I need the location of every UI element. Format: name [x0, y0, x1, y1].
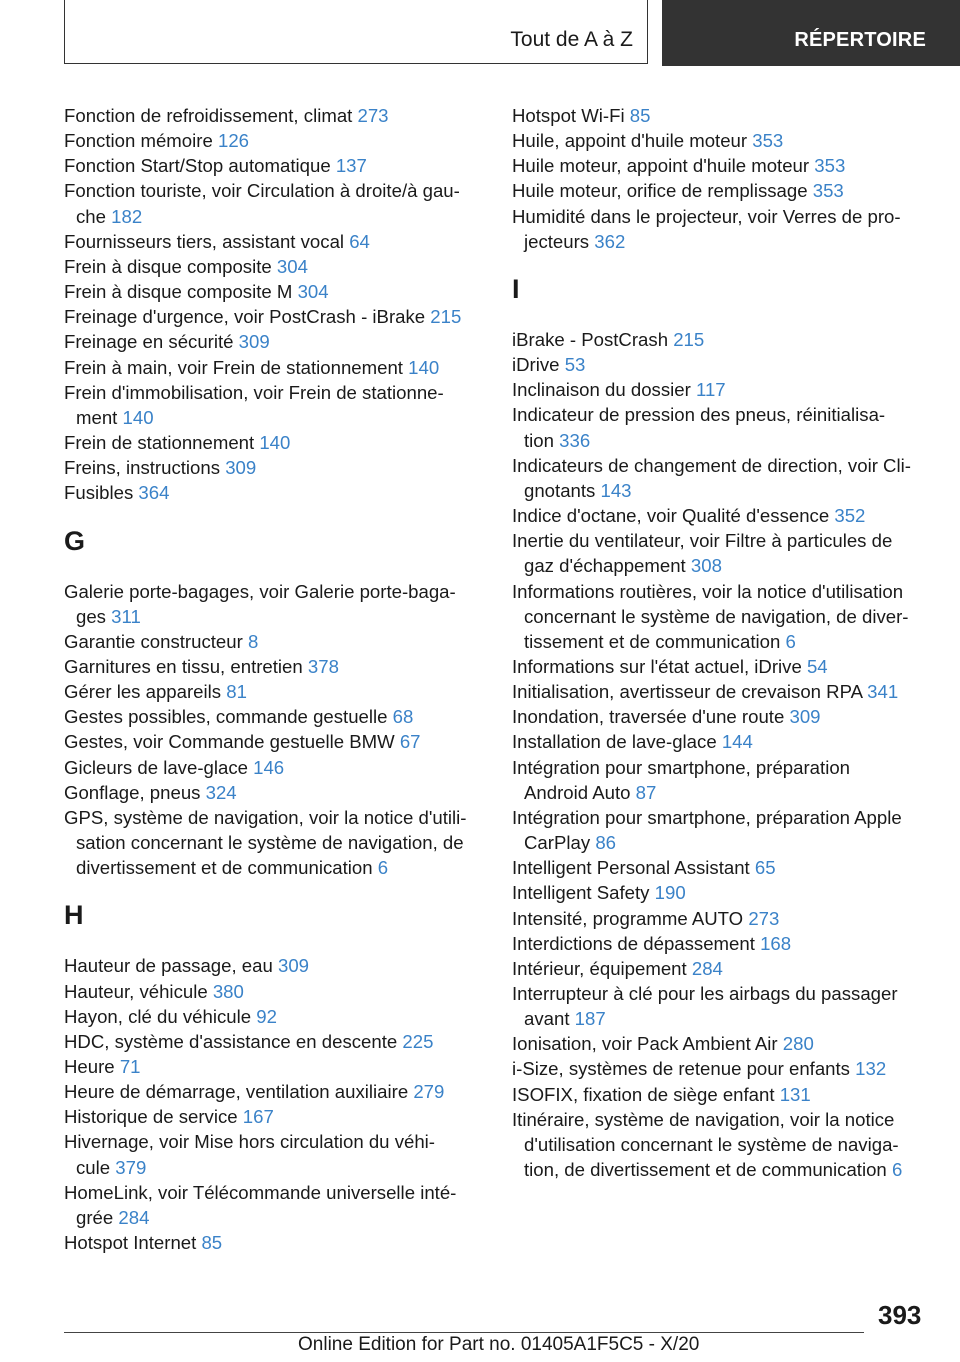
index-column-right: [512, 103, 932, 1182]
index-entry-text: avant: [524, 1008, 575, 1030]
page-reference-link[interactable]: 190: [654, 882, 686, 904]
page-reference-link[interactable]: 352: [834, 505, 866, 527]
index-entry-text: Garantie constructeur: [64, 630, 248, 652]
index-entry-text: Intégration pour smartphone, préparation Apple: [512, 806, 902, 828]
footer-edition-text: Online Edition for Part no. 01405A1F5C5 - X/20: [298, 1334, 700, 1355]
page-reference-link[interactable]: 140: [122, 406, 154, 428]
index-entry: [64, 953, 484, 978]
index-entry: [64, 153, 484, 178]
index-entry: [64, 1054, 484, 1079]
index-entry-text: Huile, appoint d'huile moteur: [512, 130, 753, 152]
index-entry: [64, 279, 484, 304]
page-reference-link[interactable]: 284: [691, 957, 723, 979]
index-entry-text: Hotspot Wi-Fi: [512, 105, 630, 126]
index-entry: [64, 1004, 484, 1029]
tab-repertoire[interactable]: [662, 0, 960, 66]
index-entry: [64, 1079, 484, 1104]
index-entry-text: CarPlay: [524, 832, 596, 854]
page-reference-link[interactable]: 64: [349, 230, 370, 252]
index-entry-text: Freinage d'urgence, voir PostCrash - iBrake: [64, 306, 431, 328]
index-entry: [512, 204, 932, 254]
index-entry-text: Fonction de refroidissement, climat: [64, 105, 358, 126]
index-letter-heading: G: [64, 525, 86, 556]
index-entry: [64, 128, 484, 153]
index-entry: [64, 254, 484, 279]
index-entry-text: Gonflage, pneus: [64, 781, 206, 803]
index-entry: [512, 103, 932, 128]
index-letter-heading: H: [64, 900, 84, 931]
page-reference-link[interactable]: 309: [238, 331, 270, 353]
index-entry: [64, 579, 484, 629]
index-entry: [512, 729, 932, 754]
page-reference-link[interactable]: 324: [205, 781, 237, 803]
index-entry: [64, 679, 484, 704]
page-reference-link[interactable]: 81: [226, 681, 247, 703]
index-entry: [512, 1107, 932, 1182]
tab-repertoire-label: RÉPERTOIRE: [794, 29, 926, 51]
index-entry-text: Fonction mémoire: [64, 130, 218, 152]
page-reference-link[interactable]: 146: [253, 756, 285, 778]
page-reference-link[interactable]: 280: [782, 1033, 814, 1055]
index-entry-text: Intégration pour smartphone, préparation: [512, 756, 851, 778]
page-reference-link[interactable]: 380: [212, 980, 244, 1002]
page-reference-link[interactable]: 187: [574, 1008, 606, 1030]
index-entry-text: Frein à disque composite M: [64, 281, 298, 303]
page-reference-link[interactable]: 86: [595, 832, 616, 854]
index-entry: [64, 103, 484, 128]
index-entry-text: HDC, système d'assistance en descente: [64, 1030, 403, 1052]
index-entry: [512, 906, 932, 931]
index-entry: [512, 402, 932, 452]
index-entry-text: Informations sur l'état actuel, iDrive: [512, 655, 807, 677]
index-entry-text: ges: [76, 605, 112, 627]
page-number: 393: [878, 1300, 922, 1330]
index-entry-text: Hauteur, véhicule: [64, 980, 213, 1002]
page-reference-link[interactable]: 378: [307, 655, 339, 677]
index-entry-text: jecteurs: [524, 230, 595, 252]
tab-tout-de-a-a-z-label: Tout de A à Z: [510, 28, 633, 51]
index-entry-text: Gérer les appareils: [64, 681, 227, 703]
page-reference-link[interactable]: 67: [399, 731, 421, 753]
index-entry-text: Historique de service: [64, 1106, 243, 1128]
page-reference-link[interactable]: 215: [430, 306, 462, 328]
page-reference-link[interactable]: 143: [600, 479, 632, 501]
page-reference-link[interactable]: 353: [814, 155, 846, 177]
index-entry-text: Hauteur de passage, eau: [64, 955, 278, 977]
page-reference-link[interactable]: 117: [695, 379, 726, 401]
index-entry: [512, 981, 932, 1031]
page-reference-link[interactable]: 167: [242, 1106, 274, 1128]
index-entry: [64, 1104, 484, 1129]
page-reference-link[interactable]: 273: [357, 105, 389, 126]
index-entry-text: Indice d'octane, voir Qualité d'essence: [512, 505, 835, 527]
index-entry: [512, 128, 932, 153]
index-entry: [512, 1031, 932, 1056]
page-reference-link[interactable]: 87: [635, 781, 657, 803]
index-entry-text: Ionisation, voir Pack Ambient Air: [512, 1033, 783, 1055]
index-entry-text: grée: [76, 1206, 119, 1228]
page-reference-link[interactable]: 68: [392, 706, 414, 728]
index-entry: [512, 153, 932, 178]
index-entry-text: Interdictions de dépassement: [512, 932, 761, 954]
index-entry: [64, 1180, 484, 1230]
page-reference-link[interactable]: 311: [111, 605, 141, 627]
page-reference-link[interactable]: 308: [690, 555, 722, 577]
index-entry-text: Inondation, traversée d'une route: [512, 706, 790, 728]
index-entry-text: Fusibles: [64, 482, 139, 504]
index-entry: [64, 380, 484, 430]
page-reference-link[interactable]: 85: [629, 105, 651, 126]
index-entry: [512, 579, 932, 654]
index-entry: [512, 352, 932, 377]
index-entry-text: Fonction touriste, voir Circulation à droite/à gau-: [64, 180, 460, 202]
page-reference-link[interactable]: 140: [408, 356, 440, 378]
index-entry: [512, 178, 932, 203]
page-reference-link[interactable]: 6: [377, 857, 389, 879]
index-entry: [512, 654, 932, 679]
index-entry: [512, 931, 932, 956]
index-column-left: [64, 103, 484, 1255]
index-entry: [64, 480, 484, 505]
index-entry: [512, 880, 932, 905]
index-entry-text: iDrive: [512, 354, 565, 376]
index-entry: [64, 430, 484, 455]
index-entry-text: Fonction Start/Stop automatique: [64, 155, 336, 177]
index-entry: [64, 229, 484, 254]
index-entry: [64, 805, 484, 880]
index-entry: [512, 503, 932, 528]
index-entry-text: Informations routières, voir la notice d'utilisation: [512, 580, 904, 602]
page-reference-link[interactable]: 225: [402, 1030, 434, 1052]
index-entry-text: gnotants: [524, 479, 601, 501]
index-entry-text: Freins, instructions: [64, 457, 226, 479]
index-entry: [64, 455, 484, 480]
index-entry-text: Hayon, clé du véhicule: [64, 1005, 257, 1027]
index-entry: [64, 1029, 484, 1054]
index-entry-text: d'utilisation concernant le système de naviga-: [524, 1133, 899, 1155]
page-reference-link[interactable]: 53: [564, 354, 586, 376]
index-entry: [512, 679, 932, 704]
index-entry: [512, 528, 932, 578]
page-reference-link[interactable]: 65: [754, 857, 776, 879]
index-entry: [512, 855, 932, 880]
index-entry: [64, 729, 484, 754]
page-reference-link[interactable]: 353: [812, 180, 844, 202]
index-entry-text: cule: [76, 1156, 116, 1178]
index-entry: [512, 1056, 932, 1081]
page-reference-link[interactable]: 182: [111, 205, 143, 227]
index-entry-text: Heure: [64, 1056, 120, 1077]
page-reference-link[interactable]: 6: [785, 630, 796, 652]
index-entry-text: Heure de démarrage, ventilation auxiliaire: [64, 1081, 414, 1103]
index-entry-text: Frein d'immobilisation, voir Frein de stationne-: [64, 381, 444, 403]
page-reference-link[interactable]: 284: [118, 1206, 150, 1228]
index-entry: [64, 654, 484, 679]
index-entry-text: Humidité dans le projecteur, voir Verres de pro-: [512, 205, 901, 227]
page-reference-link[interactable]: 309: [277, 955, 310, 977]
index-entry-text: Frein à disque composite: [64, 255, 277, 277]
index-entry: [64, 1129, 484, 1179]
index-entry: [64, 178, 484, 228]
index-entry-text: che: [76, 205, 112, 227]
index-entry-text: Gestes possibles, commande gestuelle: [64, 706, 393, 728]
index-entry: [64, 629, 484, 654]
index-entry-text: Freinage en sécurité: [64, 331, 239, 353]
index-entry-text: Android Auto: [524, 781, 636, 803]
index-entry-text: tion: [524, 429, 560, 451]
index-entry-text: Huile moteur, orifice de remplissage: [512, 180, 813, 202]
index-entry: [64, 979, 484, 1004]
index-letter-heading: I: [512, 273, 520, 304]
index-entry: [64, 1230, 484, 1255]
page-reference-link[interactable]: 85: [201, 1232, 223, 1254]
index-entry-text: Indicateur de pression des pneus, réinitialisa-: [512, 404, 886, 426]
page-reference-link[interactable]: 279: [413, 1081, 445, 1103]
page-reference-link[interactable]: 71: [119, 1056, 141, 1077]
index-entry: [64, 780, 484, 805]
index-entry-text: Itinéraire, système de navigation, voir la notice: [512, 1108, 895, 1130]
index-entry: [64, 755, 484, 780]
page-reference-link[interactable]: 273: [748, 907, 780, 929]
index-entry: [64, 329, 484, 354]
page-reference-link[interactable]: 132: [855, 1058, 887, 1080]
index-entry-text: HomeLink, voir Télécommande universelle inté-: [64, 1181, 457, 1203]
index-entry-text: ISOFIX, fixation de siège enfant: [512, 1083, 780, 1105]
index-entry: [64, 704, 484, 729]
index-entry: [512, 956, 932, 981]
page-reference-link[interactable]: 131: [779, 1083, 811, 1105]
index-entry-text: iBrake - PostCrash: [512, 328, 674, 350]
page-reference-link[interactable]: 309: [225, 457, 257, 479]
index-entry-text: Gestes, voir Commande gestuelle BMW: [64, 731, 400, 753]
index-entry-text: gaz d'échappement: [524, 555, 691, 577]
index-entry: [64, 355, 484, 380]
page-reference-link[interactable]: 126: [217, 130, 250, 152]
page-reference-link[interactable]: 140: [259, 432, 291, 454]
index-entry-text: concernant le système de navigation, de diver-: [524, 605, 909, 627]
index-entry-text: Inertie du ventilateur, voir Filtre à particules de: [512, 530, 893, 552]
index-entry: [512, 704, 932, 729]
index-entry-text: Huile moteur, appoint d'huile moteur: [512, 155, 815, 177]
page-reference-link[interactable]: 341: [867, 681, 899, 703]
page-reference-link[interactable]: 364: [138, 482, 170, 504]
page-reference-link[interactable]: 168: [760, 932, 792, 954]
index-entry: [64, 304, 484, 329]
page-header: [0, 0, 960, 66]
index-entry-text: Inclinaison du dossier: [512, 379, 696, 401]
index-entry-text: Garnitures en tissu, entretien: [64, 655, 308, 677]
page-reference-link[interactable]: 304: [297, 281, 329, 303]
page-reference-link[interactable]: 8: [247, 630, 259, 652]
index-entry-text: divertissement et de communication: [76, 857, 378, 879]
index-entry-text: GPS, système de navigation, voir la notice d'utili-: [64, 806, 467, 828]
index-entry: [512, 755, 932, 805]
index-entry-text: Indicateurs de changement de direction, voir Cli-: [512, 454, 911, 476]
page-reference-link[interactable]: 304: [276, 255, 308, 277]
index-entry-text: Hotspot Internet: [64, 1232, 202, 1254]
index-entry-text: Initialisation, avertisseur de crevaison RPA: [512, 681, 868, 703]
index-entry: [512, 1082, 932, 1107]
page-reference-link[interactable]: 215: [673, 328, 705, 350]
index-entry: [512, 377, 932, 402]
page-reference-link[interactable]: 137: [335, 155, 367, 177]
index-entry-text: ment: [76, 406, 123, 428]
page-reference-link[interactable]: 362: [594, 230, 626, 252]
page-reference-link[interactable]: 353: [752, 130, 784, 152]
index-entry-text: Gicleurs de lave-glace: [64, 756, 254, 778]
index-entry: [512, 327, 932, 352]
index-entry-text: sation concernant le système de navigation, de: [76, 832, 464, 854]
index-entry: [512, 805, 932, 855]
index-entry-text: Intensité, programme AUTO: [512, 907, 749, 929]
footer-divider: [64, 1332, 864, 1333]
index-entry-text: tissement et de communication: [524, 630, 786, 652]
page-reference-link[interactable]: 54: [806, 655, 828, 677]
index-entry-text: Installation de lave-glace: [512, 731, 722, 753]
index-entry-text: tion, de divertissement et de communication: [524, 1159, 892, 1181]
page-reference-link[interactable]: 336: [559, 429, 591, 451]
index-entry-text: Intelligent Safety: [512, 882, 655, 904]
index-entry-text: Frein de stationnement: [64, 432, 260, 454]
page-reference-link[interactable]: 309: [789, 706, 821, 728]
index-entry-text: Interrupteur à clé pour les airbags du passager: [512, 983, 898, 1004]
index-entry-text: Frein à main, voir Frein de stationnement: [64, 356, 409, 378]
page-reference-link[interactable]: 92: [256, 1005, 277, 1027]
index-entry-text: Galerie porte-bagages, voir Galerie porte-baga-: [64, 580, 456, 602]
index-entry-text: Hivernage, voir Mise hors circulation du véhi-: [64, 1131, 435, 1153]
page-reference-link[interactable]: 6: [891, 1159, 903, 1181]
index-entry-text: Fournisseurs tiers, assistant vocal: [64, 230, 350, 252]
index-entry: [512, 453, 932, 503]
index-entry-text: Intelligent Personal Assistant: [512, 857, 755, 879]
page-reference-link[interactable]: 379: [115, 1156, 147, 1178]
page-reference-link[interactable]: 144: [721, 731, 753, 753]
index-entry-text: i-Size, systèmes de retenue pour enfants: [512, 1058, 856, 1080]
tab-tout-de-a-a-z[interactable]: [64, 0, 648, 64]
index-entry-text: Intérieur, équipement: [512, 957, 692, 979]
